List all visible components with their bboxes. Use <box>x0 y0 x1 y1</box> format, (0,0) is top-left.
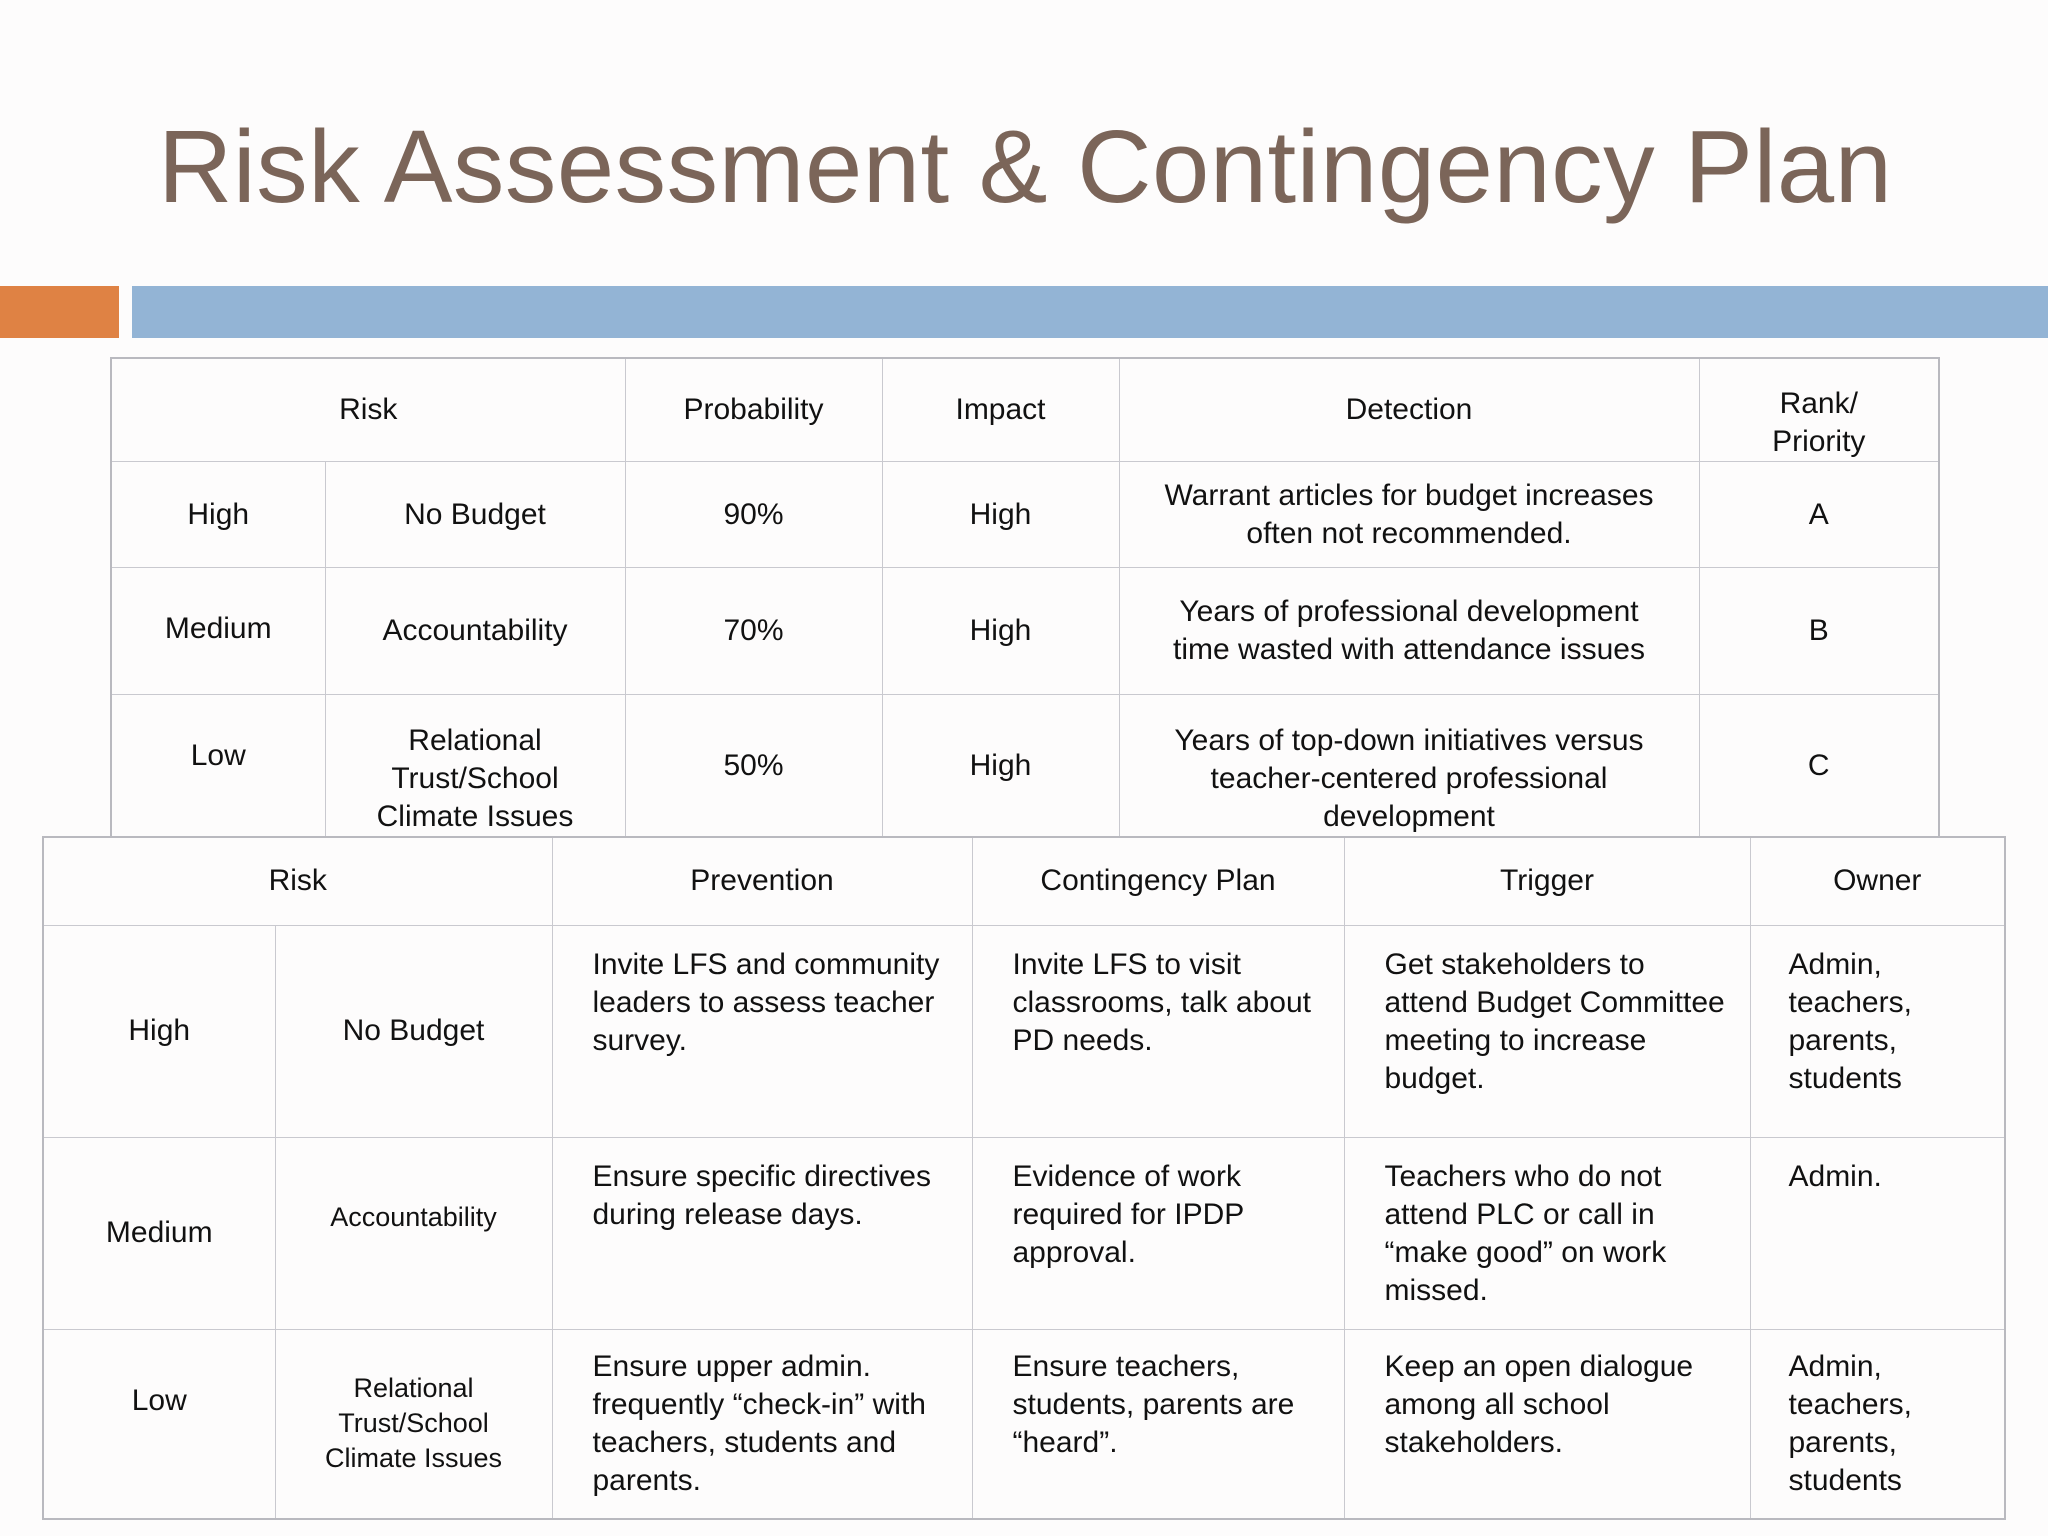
prevention-text: Ensure upper admin. frequently “check-in” with teachers, students and parents. <box>592 1349 926 1497</box>
rank-value: B <box>1699 568 1939 695</box>
table-row <box>111 568 1939 695</box>
trigger-cell <box>1344 925 1750 1137</box>
probability-value: 90% <box>625 462 882 568</box>
header-risk: Risk <box>43 837 552 925</box>
impact-value: High <box>882 568 1119 695</box>
risk-assessment-table <box>110 357 1940 838</box>
risk-level: Low <box>43 1329 275 1519</box>
risk-level: Low <box>111 695 325 838</box>
owner-cell <box>1750 1329 2005 1519</box>
risk-level: Medium <box>43 1137 275 1329</box>
rank-value: A <box>1699 462 1939 568</box>
contingency-text: Ensure teachers, students, parents are “heard”. <box>1012 1349 1295 1459</box>
header-trigger: Trigger <box>1344 837 1750 925</box>
owner-text: Admin. <box>1788 1159 1882 1193</box>
trigger-text: Get stakeholders to attend Budget Committee meeting to increase budget. <box>1384 947 1725 1095</box>
detection-text: Warrant articles for budget increases often not recommended. <box>1119 462 1699 568</box>
table-row <box>43 1137 2005 1329</box>
prevention-text: Ensure specific directives during release days. <box>592 1159 931 1231</box>
risk-level: High <box>43 925 275 1137</box>
header-contingency-plan: Contingency Plan <box>972 837 1344 925</box>
risk-name: Accountability <box>325 568 625 695</box>
table-row <box>43 925 2005 1137</box>
accent-bar-blue <box>132 286 2048 338</box>
risk-level: Medium <box>111 568 325 695</box>
contingency-plan-table <box>42 836 2006 1520</box>
impact-value: High <box>882 695 1119 838</box>
risk-level: High <box>111 462 325 568</box>
header-rank: Rank/ Priority <box>1699 358 1939 462</box>
probability-value: 50% <box>625 695 882 838</box>
accent-bar-orange <box>0 286 119 338</box>
risk-name: No Budget <box>325 462 625 568</box>
risk-name: Relational Trust/School Climate Issues <box>325 695 625 838</box>
contingency-text: Evidence of work required for IPDP approval. <box>1012 1159 1244 1269</box>
prevention-cell <box>552 1137 972 1329</box>
header-risk: Risk <box>111 358 625 462</box>
trigger-cell <box>1344 1329 1750 1519</box>
probability-value: 70% <box>625 568 882 695</box>
owner-cell <box>1750 925 2005 1137</box>
table-header-row <box>111 358 1939 462</box>
risk-name: No Budget <box>275 925 552 1137</box>
risk-name: Relational Trust/School Climate Issues <box>275 1329 552 1519</box>
header-prevention: Prevention <box>552 837 972 925</box>
risk-name: Accountability <box>275 1137 552 1329</box>
plan-cell <box>972 1329 1344 1519</box>
slide-title: Risk Assessment & Contingency Plan <box>158 109 1893 224</box>
prevention-cell <box>552 925 972 1137</box>
trigger-text: Teachers who do not attend PLC or call in “make good” on work missed. <box>1384 1159 1667 1307</box>
table-row <box>43 1329 2005 1519</box>
header-owner: Owner <box>1750 837 2005 925</box>
owner-text: Admin, teachers, parents, students <box>1788 1349 1912 1497</box>
rank-value: C <box>1699 695 1939 838</box>
plan-cell <box>972 1137 1344 1329</box>
header-probability: Probability <box>625 358 882 462</box>
contingency-text: Invite LFS to visit classrooms, talk about PD needs. <box>1012 947 1311 1057</box>
prevention-cell <box>552 1329 972 1519</box>
trigger-cell <box>1344 1137 1750 1329</box>
plan-cell <box>972 925 1344 1137</box>
owner-text: Admin, teachers, parents, students <box>1788 947 1912 1095</box>
prevention-text: Invite LFS and community leaders to assess teacher survey. <box>592 947 940 1057</box>
detection-text: Years of top-down initiatives versus teacher-centered professional development <box>1119 695 1699 838</box>
table-header-row <box>43 837 2005 925</box>
table-row <box>111 462 1939 568</box>
trigger-text: Keep an open dialogue among all school stakeholders. <box>1384 1349 1694 1459</box>
header-detection: Detection <box>1119 358 1699 462</box>
owner-cell <box>1750 1137 2005 1329</box>
header-impact: Impact <box>882 358 1119 462</box>
table-row <box>111 695 1939 838</box>
detection-text: Years of professional development time wasted with attendance issues <box>1119 568 1699 695</box>
impact-value: High <box>882 462 1119 568</box>
